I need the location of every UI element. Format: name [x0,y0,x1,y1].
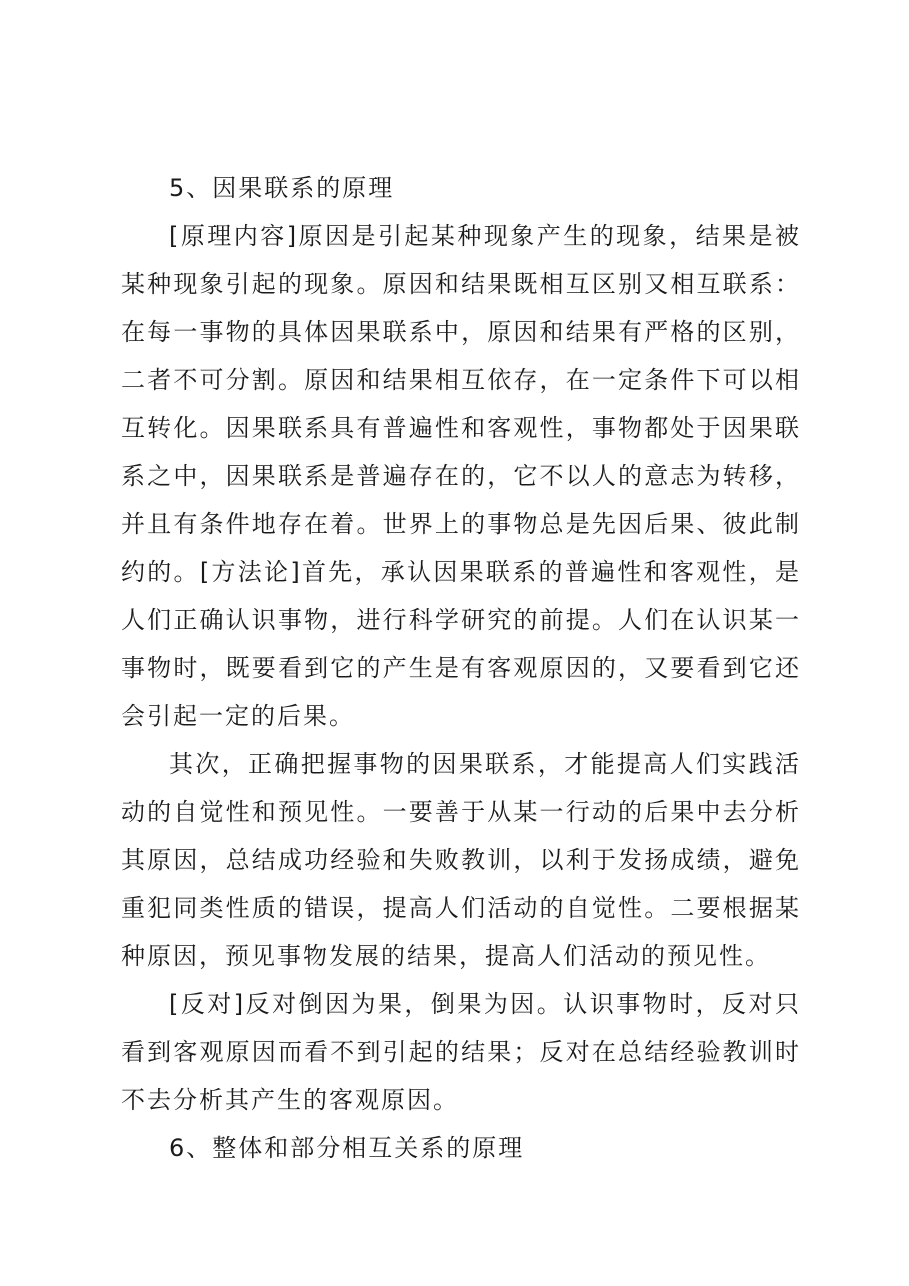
section-heading-5: 5、因果联系的原理 [169,174,395,202]
section-heading-6: 6、整体和部分相互关系的原理 [169,1134,525,1162]
document-body [121,164,801,1172]
paragraph-principle-content: [原理内容]原因是引起某种现象产生的现象，结果是被某种现象引起的现象。原因和结果既相互区别又相互联系：在每一事物的具体因果联系中，原因和结果有严格的区别，二者不可分割。原因和结果相互依存，在一定条件下可以相互转化。因果联系具有普遍性和客观性，事物都处于因果联系之中，因果联系是普遍存在的，它不以人的意志为转移，并且有条件地存在着。世界上的事物总是先因后果、彼此制约的。[方法论]首先，承认因果联系的普遍性和客观性，是人们正确认识事物，进行科学研究的前提。人们在认识某一事物时，既要看到它的产生是有客观原因的，又要看到它还会引起一定的后果。 [121,222,801,730]
paragraph-secondly: 其次，正确把握事物的因果联系，才能提高人们实践活动的自觉性和预见性。一要善于从某一行动的后果中去分析其原因，总结成功经验和失败教训，以利于发扬成绩，避免重犯同类性质的错误，提高人们活动的自觉性。二要根据某种原因，预见事物发展的结果，提高人们活动的预见性。 [121,750,801,970]
paragraph-oppose: [反对]反对倒因为果，倒果为因。认识事物时，反对只看到客观原因而看不到引起的结果；反对在总结经验教训时不去分析其产生的客观原因。 [121,990,801,1114]
